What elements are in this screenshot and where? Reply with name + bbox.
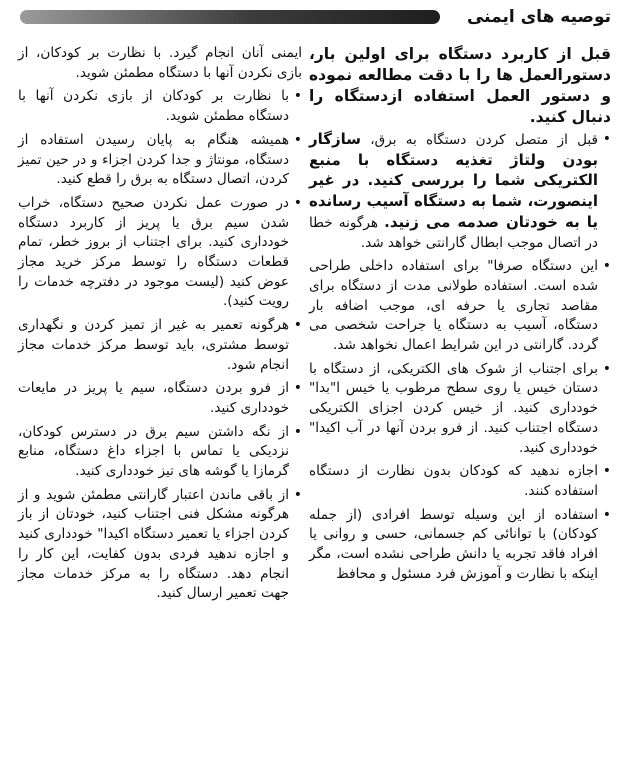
right-bullet-list	[309, 130, 611, 584]
bullet-item: • در صورت عمل نکردن صحیح دستگاه، خراب شدن سیم برق یا پریز از کاربرد دستگاه خودداری کنید. برای اجتناب از بروز خطر، تمام قطعات دستگاه را توسط مرکز خرید مجاز عوض کنید (لیست موجود در دفترچه خدمات را رویت کنید).	[18, 194, 302, 312]
bullet-item: • از نگه داشتن سیم برق در دسترس کودکان، نزدیکی یا تماس با اجزاء داغ دستگاه، منابع گرمازا یا گوشه های تیز خودداری کنید.	[18, 423, 302, 482]
bullet-item: • هرگونه تعمیر به غیر از تمیز کردن و نگهداری توسط مشتری، باید توسط مرکز خدمات مجاز انجام شود.	[18, 316, 302, 375]
continued-paragraph: ایمنی آنان انجام گیرد. با نظارت بر کودکان، از بازی نکردن آنها با دستگاه مطمئن شوید.	[18, 45, 302, 81]
left-column	[18, 44, 302, 608]
header-decorative-bar	[20, 10, 440, 24]
bullet-warning-text: سازگار بودن ولتاژ تغذیه دستگاه با منبع الکتریکی شما را بررسی کنید. در غیر اینصورت، شما به دستگاه آسیب رسانده یا به خودتان صدمه می زنید.	[309, 130, 598, 231]
bullet-item	[309, 130, 611, 253]
intro-paragraph: قبل از کاربرد دستگاه برای اولین بار، دستورالعمل ها را با دقت مطالعه نموده و دستور العمل استفاده ازدستگاه را دنبال کنید.	[309, 45, 611, 126]
left-bullet-list	[18, 87, 302, 604]
bullet-item: • همیشه هنگام به پایان رسیدن استفاده از دستگاه، مونتاژ و جدا کردن اجزاء و در حین تمیز کردن، اتصال دستگاه به برق را قطع کنید.	[18, 131, 302, 190]
bullet-item: • برای اجتناب از شوک های الکتریکی، از دستگاه با دستان خیس یا روی سطح مرطوب یا خیس ا"بدا" خودداری کنید. از خیس کردن اجزای الکتریکی دستگاه اجتناب کنید. از فرو بردن آنها در آب اکیدا" خودداری کنید.	[309, 360, 611, 459]
right-column	[309, 44, 611, 588]
section-header	[20, 6, 611, 28]
bullet-item: • اجازه ندهید که کودکان بدون نظارت از دستگاه استفاده کنند.	[309, 462, 611, 501]
bullet-text: هرگونه خطا در اتصال موجب ابطال گارانتی خواهد شد.	[309, 214, 598, 251]
bullet-item: • استفاده از این وسیله توسط افرادی (از جمله کودکان) با توانائی کم جسمانی، حسی و روانی یا افراد فاقد تجربه یا دانش طراحی نشده است، مگر اینکه با نظارت و آموزش فرد مسئول و محافظ	[309, 506, 611, 585]
bullet-item: • از باقی ماندن اعتبار گارانتی مطمئن شوید و از هرگونه مشکل فنی اجتناب کنید، خودتان از باز کردن اجزاء یا تعمیر دستگاه اکیدا" خودداری کنید و اجازه ندهید فردی بدون کفایت، این کار را انجام دهد. دستگاه را به مرکز خدمات مجاز جهت تعمیر ارسال کنید.	[18, 486, 302, 604]
bullet-item: • با نظارت بر کودکان از بازی نکردن آنها با دستگاه مطمئن شوید.	[18, 87, 302, 126]
section-title: توصیه های ایمنی	[466, 7, 611, 27]
bullet-text: قبل از متصل کردن دستگاه به برق،	[370, 132, 599, 148]
bullet-item: • این دستگاه صرفا" برای استفاده داخلی طراحی شده است. استفاده طولانی مدت از دستگاه برای مقاصد تجاری یا حرفه ای، موجب اضافه بار دستگاه، آسیب به دستگاه یا جراحت شخصی می گردد. گارانتی در این شرایط اعمال نخواهد شد.	[309, 257, 611, 356]
bullet-item: • از فرو بردن دستگاه، سیم یا پریز در مایعات خودداری کنید.	[18, 379, 302, 418]
